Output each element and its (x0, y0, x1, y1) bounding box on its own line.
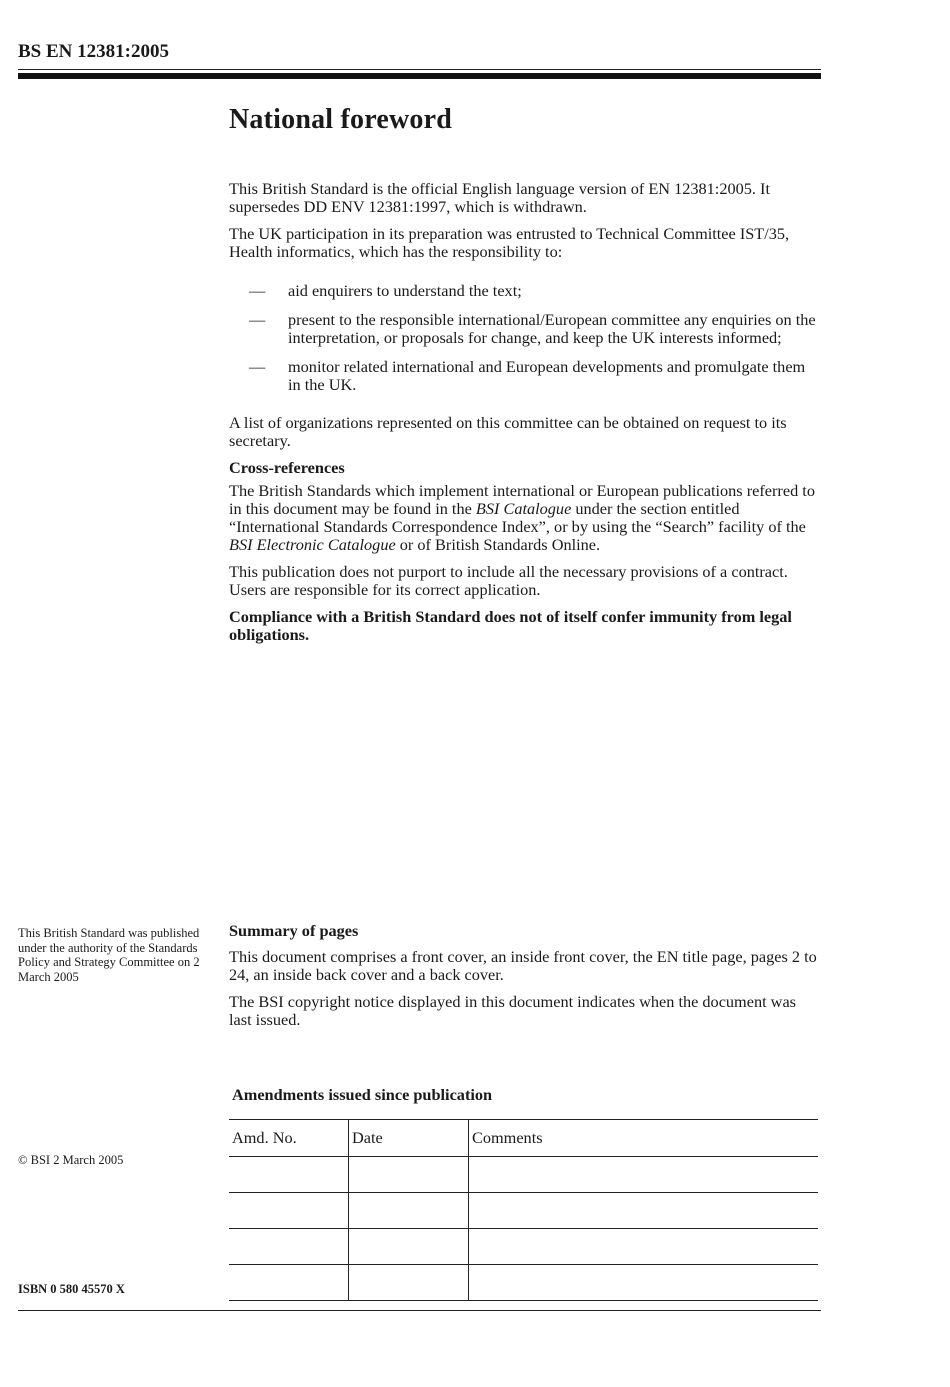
cross-references-heading: Cross-references (229, 458, 345, 477)
list-item (229, 282, 821, 300)
committee-paragraph: A list of organizations represented on this committee can be obtained on request to its secretary. (229, 413, 787, 450)
table-cell (349, 1229, 469, 1265)
copyright-line: © BSI 2 March 2005 (18, 1153, 124, 1167)
table-cell (469, 1193, 819, 1229)
summary-heading: Summary of pages (229, 921, 359, 940)
table-row (229, 1265, 818, 1301)
cross-ref-text: or of British Standards Online. (395, 535, 601, 554)
table-row (229, 1193, 818, 1229)
participation-paragraph: The UK participation in its preparation was entrusted to Technical Committee IST/35, Health informatics, which has the responsibility to: (229, 224, 790, 261)
compliance-notice: Compliance with a British Standard does not of itself confer immunity from legal obligations. (229, 607, 792, 644)
amendments-table (229, 1119, 818, 1301)
table-cell (349, 1265, 469, 1301)
cross-references-paragraph (229, 482, 821, 554)
table-cell (349, 1157, 469, 1193)
table-cell (229, 1229, 349, 1265)
provisions-paragraph: This publication does not purport to include all the necessary provisions of a contract. Users are responsible for its correct application. (229, 562, 788, 599)
table-cell (469, 1157, 819, 1193)
list-item-text: present to the responsible international/European committee any enquiries on the interpretation, or proposals for change, and keep the UK interests informed; (288, 310, 816, 347)
publication-side-note: This British Standard was published under the authority of the Standards Policy and Strategy Committee on 2 March 2005 (18, 926, 200, 984)
document-code: BS EN 12381:2005 (18, 41, 169, 62)
bsi-catalogue-ref: BSI Catalogue (475, 499, 572, 518)
copyright-notice-paragraph: The BSI copyright notice displayed in this document indicates when the document was last issued. (229, 992, 797, 1029)
foreword-section (229, 100, 821, 653)
summary-paragraph: This document comprises a front cover, an inside front cover, the EN title page, pages 2 to 24, an inside back cover and a back cover. (229, 947, 817, 984)
list-item-text: monitor related international and European developments and promulgate them in the UK. (288, 357, 806, 394)
page-title: National foreword (229, 104, 452, 135)
table-row (229, 1229, 818, 1265)
dash-mark: — (249, 310, 266, 329)
table-header-row (229, 1120, 818, 1157)
column-header-date: Date (349, 1120, 469, 1157)
table-cell (469, 1265, 819, 1301)
list-item-text: aid enquirers to understand the text; (288, 281, 522, 300)
column-header-comments: Comments (469, 1120, 819, 1157)
list-item (229, 311, 821, 347)
table-cell (229, 1193, 349, 1229)
isbn: ISBN 0 580 45570 X (18, 1282, 125, 1296)
cross-ref-text: The British Standards which implement international or European publications referred to in this document may be found in the (229, 481, 815, 518)
column-header-amd-no: Amd. No. (229, 1120, 349, 1157)
table-row (229, 1157, 818, 1193)
dash-mark: — (249, 281, 266, 300)
footer-rule (18, 1310, 821, 1311)
list-item (229, 358, 821, 394)
table-cell (469, 1229, 819, 1265)
bsi-electronic-catalogue-ref: BSI Electronic Catalogue (229, 535, 396, 554)
intro-paragraph: This British Standard is the official English language version of EN 12381:2005. It supersedes DD ENV 12381:1997, which is withdrawn. (229, 179, 770, 216)
responsibility-list (229, 282, 821, 394)
dash-mark: — (249, 357, 266, 376)
table-cell (229, 1265, 349, 1301)
summary-section (229, 922, 821, 1038)
header-rule-thick (18, 73, 821, 79)
amendments-title: Amendments issued since publication (232, 1085, 493, 1104)
header-rule-thin (18, 69, 821, 70)
table-cell (349, 1193, 469, 1229)
table-cell (229, 1157, 349, 1193)
cross-ref-text: under the section entitled “International Standards Correspondence Index”, or by using the “Search” facility of the (229, 499, 806, 536)
